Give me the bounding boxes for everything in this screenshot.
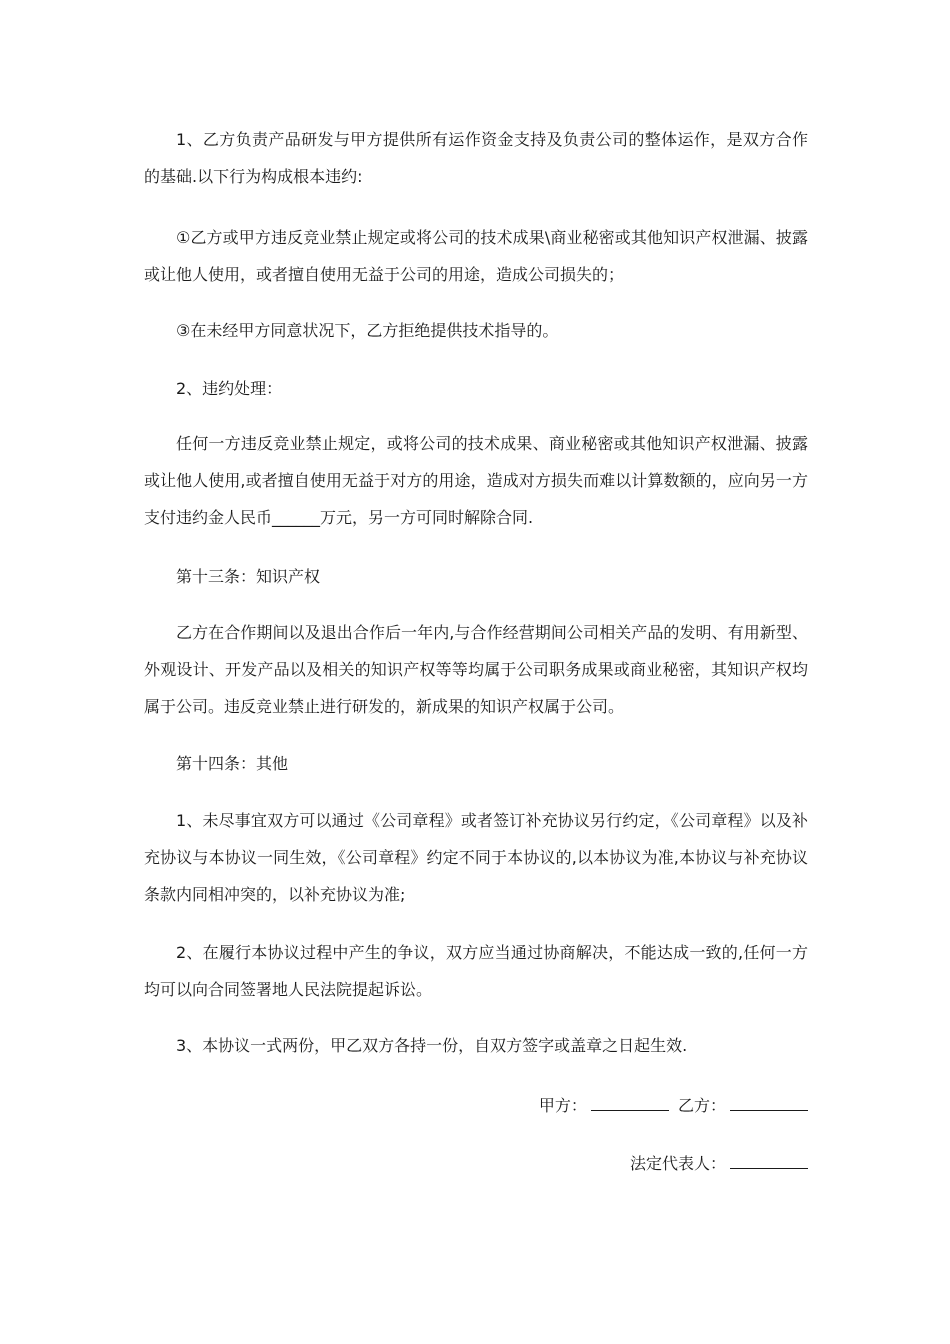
paragraph-other-item-3: 3、本协议一式两份，甲乙双方各持一份，自双方签字或盖章之日起生效. (176, 1036, 688, 1055)
party-b-signature-blank (730, 1094, 808, 1111)
party-a-signature-blank (591, 1094, 669, 1111)
party-b-label: 乙方： (677, 1096, 726, 1115)
legal-representative-line (630, 1152, 808, 1176)
paragraph-breach-handling-heading: 2、违约处理： (176, 379, 283, 398)
party-a-label: 甲方： (538, 1096, 587, 1115)
article-13-heading: 第十三条：知识产权 (176, 567, 321, 586)
legal-rep-label: 法定代表人： (629, 1154, 726, 1173)
paragraph-breach-item-3: ③在未经甲方同意状况下，乙方拒绝提供技术指导的。 (176, 321, 559, 340)
paragraph-other-item-2: 2、在履行本协议过程中产生的争议，双方应当通过协商解决，不能达成一致的,任何一方均可以向合同签署地人民法院提起诉讼。 (144, 943, 808, 999)
article-14-heading: 第十四条：其他 (176, 754, 289, 773)
paragraph-breach-item-1: ①乙方或甲方违反竞业禁止规定或将公司的技术成果\商业秘密或其他知识产权泄漏、披露或让他人使用，或者擅自使用无益于公司的用途，造成公司损失的； (144, 228, 808, 284)
legal-rep-signature-blank (730, 1152, 808, 1169)
signature-parties-line (539, 1094, 808, 1118)
paragraph-other-item-1: 1、未尽事宜双方可以通过《公司章程》或者签订补充协议另行约定，《公司章程》以及补充协议与本协议一同生效，《公司章程》约定不同于本协议的,以本协议为准,本协议与补充协议条款内同相冲突的，以补充协议为准; (144, 811, 808, 904)
paragraph-breach-handling: 任何一方违反竞业禁止规定，或将公司的技术成果、商业秘密或其他知识产权泄漏、披露或让他人使用,或者擅自使用无益于对方的用途，造成对方损失而难以计算数额的，应向另一方支付违约金人民币______万元，另一方可同时解除合同. (144, 434, 808, 527)
paragraph-intellectual-property: 乙方在合作期间以及退出合作后一年内,与合作经营期间公司相关产品的发明、有用新型、外观设计、开发产品以及相关的知识产权等等均属于公司职务成果或商业秘密，其知识产权均属于公司。违反竞业禁止进行研发的，新成果的知识产权属于公司。 (144, 623, 808, 716)
paragraph-fundamental-breach: 1、乙方负责产品研发与甲方提供所有运作资金支持及负责公司的整体运作，是双方合作的基础.以下行为构成根本违约: (144, 130, 808, 186)
